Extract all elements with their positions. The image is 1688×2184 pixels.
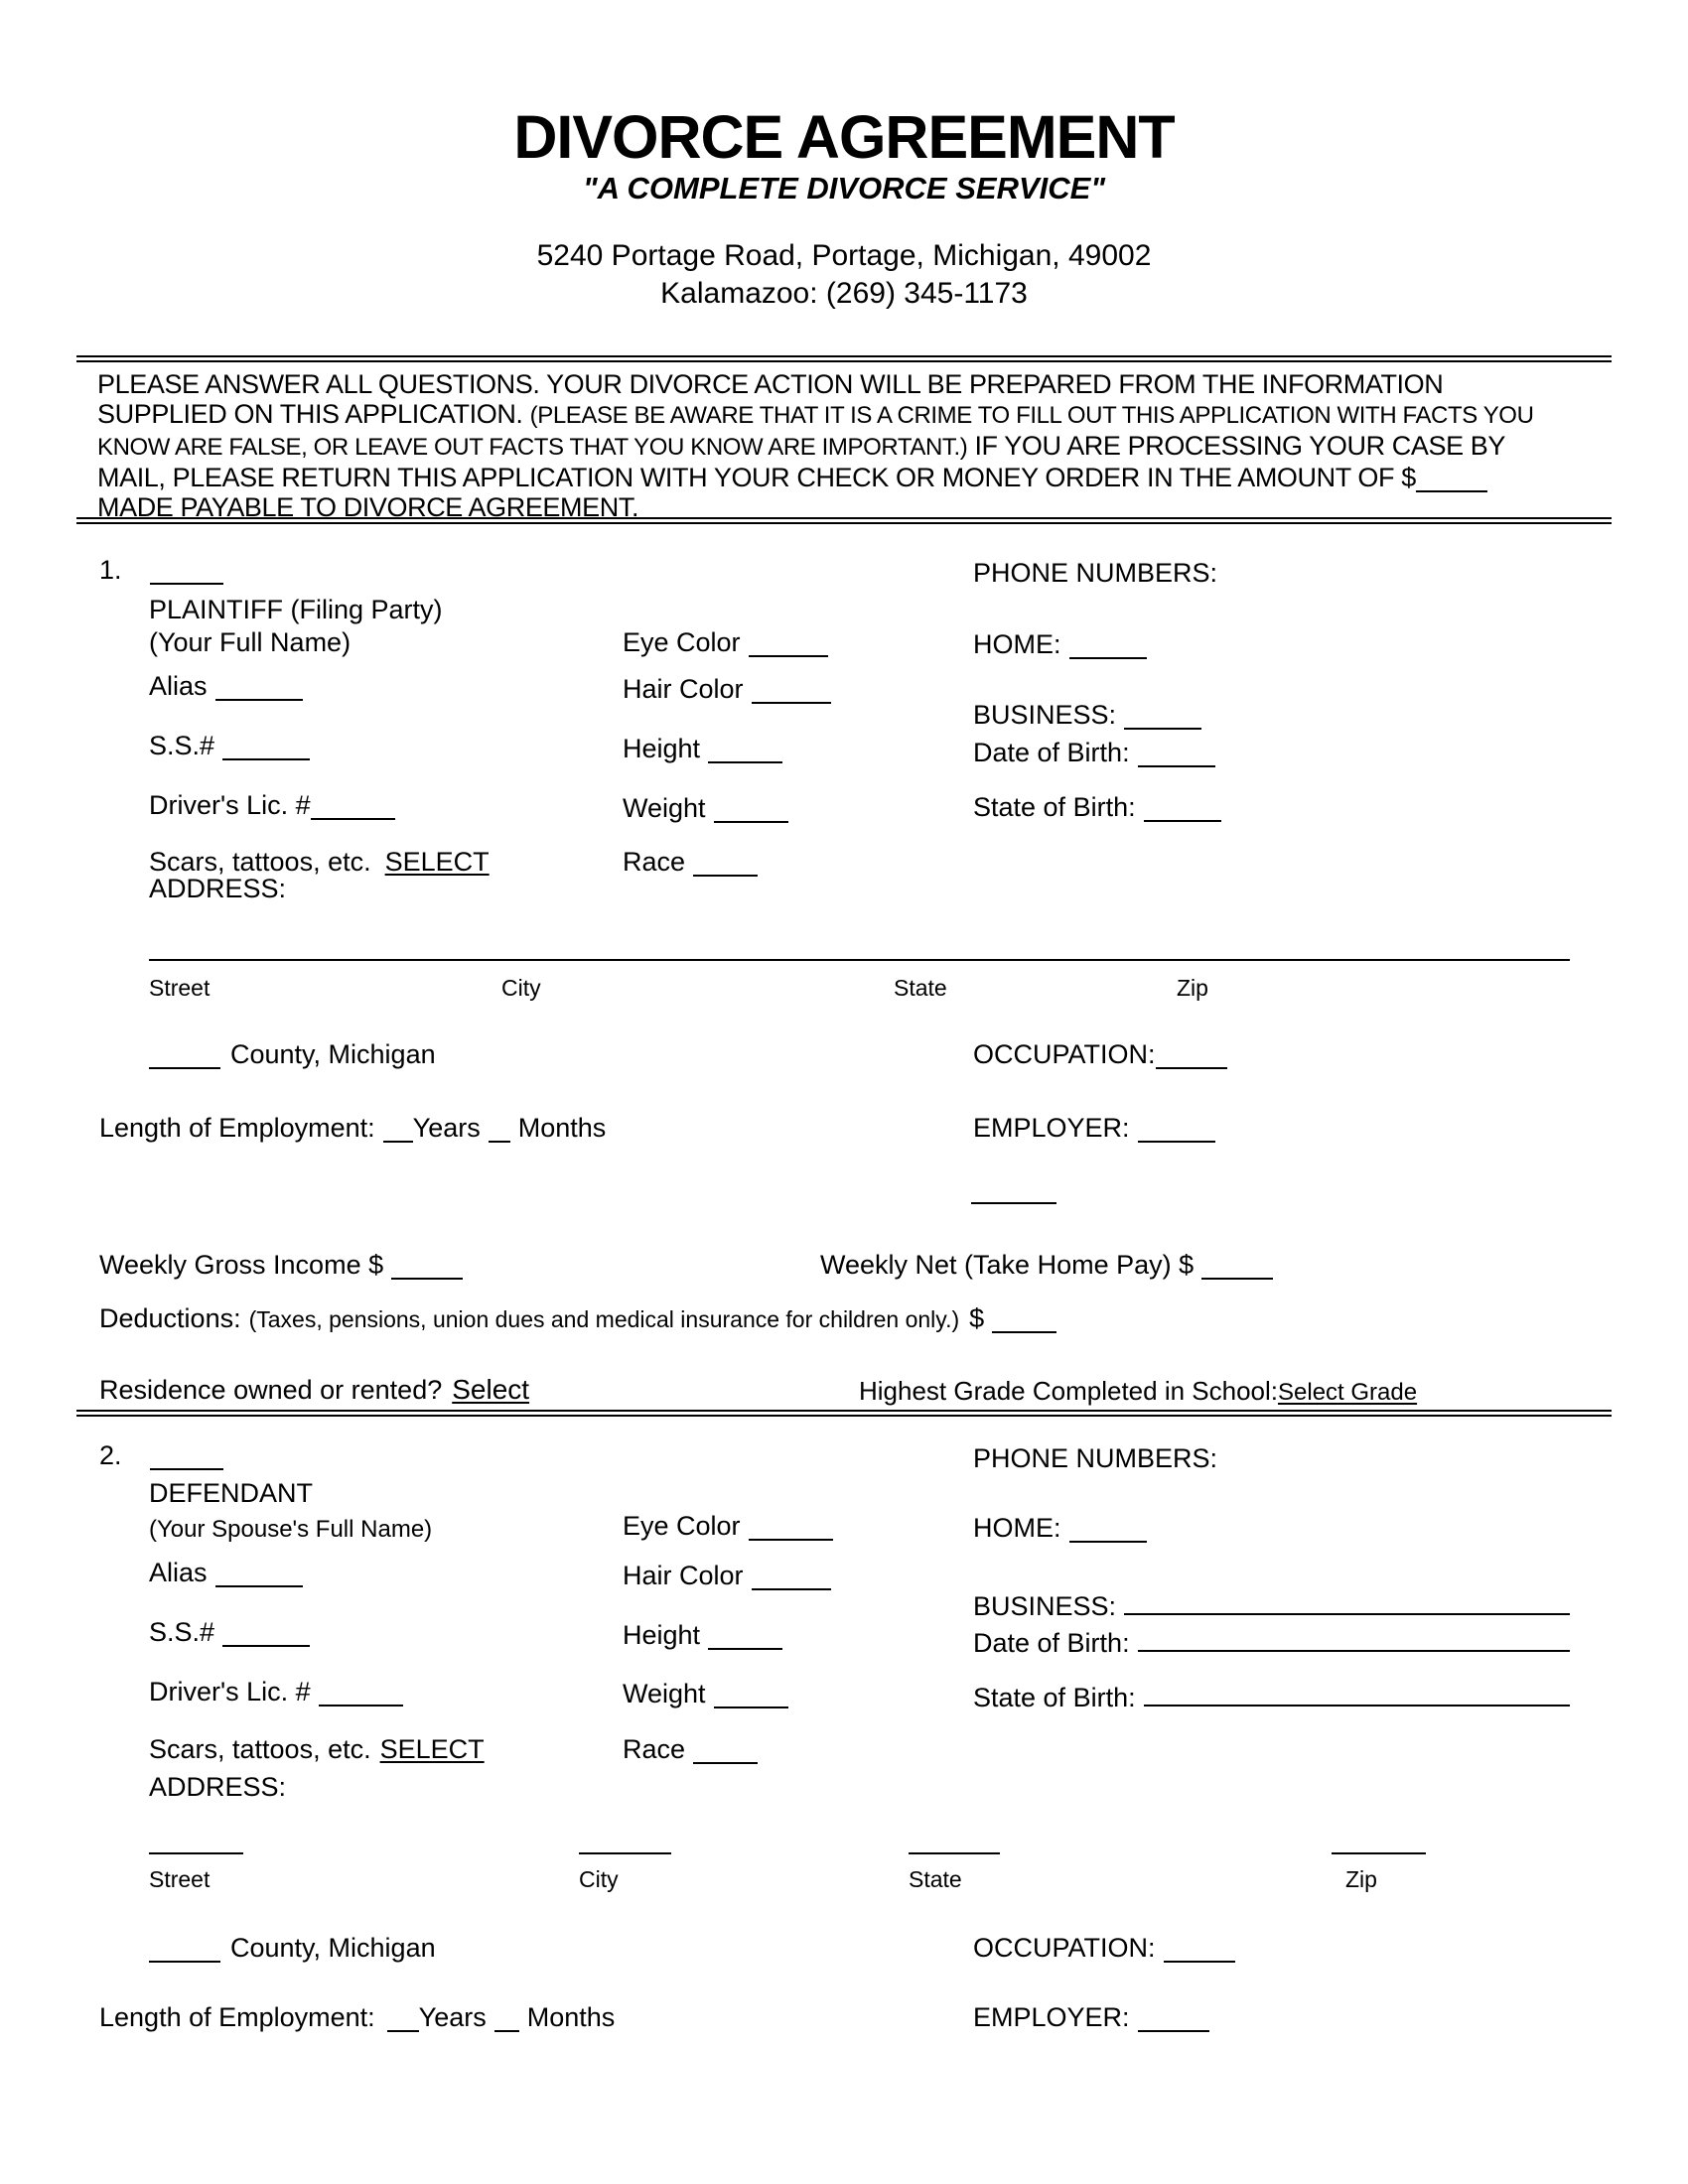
race-blank-s2[interactable] — [693, 1737, 758, 1764]
weight-blank-s1[interactable] — [714, 796, 788, 823]
county-row-s1 — [149, 1040, 436, 1070]
business-phone-blank-s2[interactable] — [1124, 1588, 1570, 1615]
home-phone-label-s1: HOME: — [973, 629, 1061, 659]
notice-text-1: PLEASE ANSWER ALL QUESTIONS. YOUR DIVORCE ACTION WILL BE PREPARED FROM THE INFORMATION SUPPLIED ON THIS APPLICATION. — [97, 369, 1444, 429]
net-income-label: Weekly Net (Take Home Pay) $ — [820, 1250, 1195, 1280]
address-line-1: 5240 Portage Road, Portage, Michigan, 49002 — [536, 239, 1152, 272]
alias-label-s2: Alias — [149, 1558, 208, 1587]
home-phone-blank-s1[interactable] — [1069, 632, 1147, 659]
employer-row-s1 — [973, 1114, 1215, 1144]
notice-text-2: IF YOU ARE PROCESSING YOUR CASE BY MAIL, PLEASE RETURN THIS APPLICATION WITH YOUR CHECK OR MONEY ORDER IN THE AMOUNT OF $ — [97, 431, 1505, 492]
eye-color-label-s2: Eye Color — [623, 1511, 741, 1541]
plaintiff-sublabel: (Your Full Name) — [149, 627, 352, 657]
occupation-blank-s2[interactable] — [1164, 1936, 1235, 1963]
business-phone-label-s1: BUSINESS: — [973, 700, 1117, 730]
dob-blank-s1[interactable] — [1138, 741, 1215, 767]
state-blank-s2[interactable] — [909, 1852, 1000, 1854]
street-label-s1: Street — [149, 975, 211, 1001]
eye-color-label-s1: Eye Color — [623, 627, 741, 657]
deductions-note: (Taxes, pensions, union dues and medical insurance for children only.) — [248, 1306, 960, 1332]
eye-color-blank-s1[interactable] — [749, 630, 828, 657]
drivers-lic-label-s1: Driver's Lic. # — [149, 790, 311, 820]
defendant-sublabel: (Your Spouse's Full Name) — [149, 1516, 433, 1543]
gross-income-blank[interactable] — [391, 1253, 463, 1280]
years-label-s2: Years — [418, 2002, 487, 2032]
street-blank-s2[interactable] — [149, 1852, 243, 1854]
gross-income-label: Weekly Gross Income $ — [99, 1250, 384, 1280]
emp-years-blank-s1[interactable] — [383, 1116, 413, 1143]
residence-label: Residence owned or rented? — [99, 1375, 443, 1405]
dob-label-s2: Date of Birth: — [973, 1627, 1130, 1658]
city-blank-s2[interactable] — [579, 1852, 671, 1854]
drivers-lic-row-s1 — [149, 791, 395, 821]
address-line-2: Kalamazoo: (269) 345-1173 — [660, 277, 1028, 310]
scars-select-s1[interactable]: SELECT — [384, 847, 490, 877]
county-blank-s1[interactable] — [149, 1042, 220, 1069]
race-blank-s1[interactable] — [693, 850, 758, 877]
deductions-label: Deductions: — [99, 1303, 241, 1333]
residence-select[interactable]: Select — [452, 1374, 530, 1405]
scars-select-s2[interactable]: SELECT — [379, 1734, 485, 1764]
section1-number: 1. — [99, 555, 122, 585]
hair-color-row-s2 — [623, 1562, 831, 1591]
sob-label-s2: State of Birth: — [973, 1682, 1136, 1712]
sob-blank-s2[interactable] — [1144, 1680, 1570, 1706]
height-row-s2 — [623, 1621, 782, 1651]
hair-color-row-s1 — [623, 675, 831, 705]
occupation-label-s2: OCCUPATION: — [973, 1933, 1156, 1963]
address-label-s1: ADDRESS: — [149, 874, 287, 903]
page-title: DIVORCE AGREEMENT — [513, 103, 1175, 171]
emp-years-blank-s2[interactable] — [387, 2005, 419, 2032]
home-phone-blank-s2[interactable] — [1069, 1516, 1147, 1543]
notice-text-warning: (PLEASE BE AWARE THAT IT IS A CRIME TO FILL OUT THIS APPLICATION WITH FACTS YOU KNOW ARE FALSE, OR LEAVE OUT FACTS THAT YOU KNOW ARE IMPORTANT.) — [97, 402, 1534, 461]
city-label-s2: City — [579, 1866, 619, 1892]
zip-blank-s2[interactable] — [1332, 1852, 1426, 1854]
height-blank-s1[interactable] — [708, 737, 782, 763]
dob-blank-s2[interactable] — [1138, 1625, 1570, 1652]
zip-label-s1: Zip — [1177, 975, 1208, 1001]
section2-number: 2. — [99, 1440, 122, 1470]
ssn-row-s1 — [149, 732, 310, 761]
employment-row-s1 — [99, 1114, 606, 1144]
residence-row — [99, 1375, 529, 1406]
defendant-label: DEFENDANT — [149, 1478, 314, 1508]
drivers-lic-blank-s2[interactable] — [319, 1680, 403, 1706]
notice-paragraph — [97, 369, 1539, 522]
employment-row-s2 — [99, 2003, 615, 2033]
zip-label-s2: Zip — [1345, 1866, 1377, 1892]
hair-color-blank-s2[interactable] — [752, 1564, 831, 1590]
plaintiff-name-blank[interactable] — [150, 558, 223, 585]
city-label-s1: City — [501, 975, 541, 1001]
employer-label-s1: EMPLOYER: — [973, 1113, 1130, 1143]
employer-row-s2 — [973, 2003, 1209, 2033]
scars-label-s2: Scars, tattoos, etc. — [149, 1734, 371, 1764]
sob-label-s1: State of Birth: — [973, 792, 1136, 822]
scars-label-s1: Scars, tattoos, etc. — [149, 847, 371, 877]
state-label-s2: State — [909, 1866, 962, 1892]
employer-blank-s1[interactable] — [1138, 1116, 1215, 1143]
employer-label-s2: EMPLOYER: — [973, 2002, 1130, 2032]
height-label-s2: Height — [623, 1620, 701, 1650]
occupation-row-s2 — [973, 1934, 1235, 1964]
state-label-s1: State — [894, 975, 947, 1001]
race-label-s2: Race — [623, 1734, 686, 1764]
employer-blank2-s1[interactable] — [971, 1202, 1056, 1204]
length-emp-label-s1: Length of Employment: — [99, 1113, 375, 1143]
months-label-s2: Months — [526, 2002, 616, 2032]
county-row-s2 — [149, 1934, 436, 1964]
notice-bottom-rule — [76, 517, 1612, 524]
gross-income-row — [99, 1251, 463, 1281]
occupation-blank-s1[interactable] — [1156, 1042, 1227, 1069]
height-row-s1 — [623, 735, 782, 764]
home-phone-row-s1 — [973, 630, 1147, 660]
address-line-s1[interactable] — [149, 959, 1570, 961]
race-row-s1 — [623, 848, 758, 878]
deductions-row — [99, 1304, 1056, 1334]
net-income-blank[interactable] — [1201, 1253, 1273, 1280]
weight-label-s1: Weight — [623, 793, 706, 823]
deductions-blank[interactable] — [992, 1306, 1056, 1333]
hair-color-blank-s1[interactable] — [752, 677, 831, 704]
plaintiff-label: PLAINTIFF (Filing Party) — [149, 595, 443, 624]
drivers-lic-label-s2: Driver's Lic. # — [149, 1677, 311, 1706]
home-phone-row-s2 — [973, 1514, 1147, 1544]
alias-label-s1: Alias — [149, 671, 208, 701]
alias-row-s1 — [149, 672, 303, 702]
weight-row-s1 — [623, 794, 788, 824]
notice-text-3: MADE PAYABLE TO DIVORCE AGREEMENT. — [97, 492, 639, 522]
alias-row-s2 — [149, 1559, 303, 1588]
race-label-s1: Race — [623, 847, 686, 877]
length-emp-label-s2: Length of Employment: — [99, 2002, 375, 2032]
deductions-dollar: $ — [969, 1303, 985, 1333]
emp-months-blank-s1[interactable] — [489, 1116, 510, 1143]
eye-color-row-s2 — [623, 1512, 833, 1542]
business-phone-row-s2 — [973, 1588, 1570, 1622]
ssn-blank-s1[interactable] — [222, 734, 310, 760]
height-label-s1: Height — [623, 734, 701, 763]
months-label-s1: Months — [517, 1113, 607, 1143]
drivers-lic-blank-s1[interactable] — [311, 793, 395, 820]
section-divider-rule — [76, 1410, 1612, 1417]
business-phone-label-s2: BUSINESS: — [973, 1590, 1117, 1621]
phone-numbers-header-s2: PHONE NUMBERS: — [973, 1443, 1218, 1473]
occupation-label-s1: OCCUPATION: — [973, 1039, 1156, 1069]
dob-row-s1 — [973, 739, 1215, 768]
height-blank-s2[interactable] — [708, 1623, 782, 1650]
ssn-blank-s2[interactable] — [222, 1620, 310, 1647]
phone-numbers-header-s1: PHONE NUMBERS: — [973, 558, 1218, 588]
street-label-s2: Street — [149, 1866, 211, 1892]
sob-row-s2 — [973, 1680, 1570, 1713]
ssn-label-s1: S.S.# — [149, 731, 215, 760]
sob-row-s1 — [973, 793, 1221, 823]
weight-blank-s2[interactable] — [714, 1682, 788, 1708]
hair-color-label-s1: Hair Color — [623, 674, 744, 704]
ssn-label-s2: S.S.# — [149, 1617, 215, 1647]
alias-blank-s1[interactable] — [215, 674, 303, 701]
scars-row-s2 — [149, 1735, 485, 1765]
grade-select[interactable]: Select Grade — [1278, 1379, 1418, 1406]
alias-blank-s2[interactable] — [215, 1561, 303, 1587]
weight-row-s2 — [623, 1680, 788, 1709]
business-phone-row-s1 — [973, 701, 1201, 731]
grade-label: Highest Grade Completed in School: — [859, 1376, 1279, 1406]
county-label-s2: County, Michigan — [230, 1933, 436, 1963]
dob-label-s1: Date of Birth: — [973, 738, 1130, 767]
occupation-row-s1 — [973, 1040, 1227, 1070]
section1-number-row — [99, 556, 223, 586]
net-income-row — [820, 1251, 1273, 1281]
defendant-name-blank[interactable] — [150, 1443, 223, 1470]
drivers-lic-row-s2 — [149, 1678, 403, 1707]
grade-row — [859, 1377, 1417, 1406]
fee-amount-blank[interactable] — [1416, 466, 1487, 492]
notice-top-rule — [76, 355, 1612, 362]
eye-color-row-s1 — [623, 628, 828, 658]
home-phone-label-s2: HOME: — [973, 1513, 1061, 1543]
county-blank-s2[interactable] — [149, 1936, 220, 1963]
race-row-s2 — [623, 1735, 758, 1765]
ssn-row-s2 — [149, 1618, 310, 1648]
sob-blank-s1[interactable] — [1144, 795, 1221, 822]
employer-blank-s2[interactable] — [1138, 2005, 1209, 2032]
business-phone-blank-s1[interactable] — [1124, 703, 1201, 730]
section2-number-row — [99, 1441, 223, 1471]
eye-color-blank-s2[interactable] — [749, 1514, 833, 1541]
hair-color-label-s2: Hair Color — [623, 1561, 744, 1590]
county-label-s1: County, Michigan — [230, 1039, 436, 1069]
years-label-s1: Years — [412, 1113, 481, 1143]
address-label-s2: ADDRESS: — [149, 1772, 287, 1802]
emp-months-blank-s2[interactable] — [494, 2005, 519, 2032]
page-subtitle: "A COMPLETE DIVORCE SERVICE" — [582, 171, 1106, 205]
dob-row-s2 — [973, 1625, 1570, 1659]
weight-label-s2: Weight — [623, 1679, 706, 1708]
